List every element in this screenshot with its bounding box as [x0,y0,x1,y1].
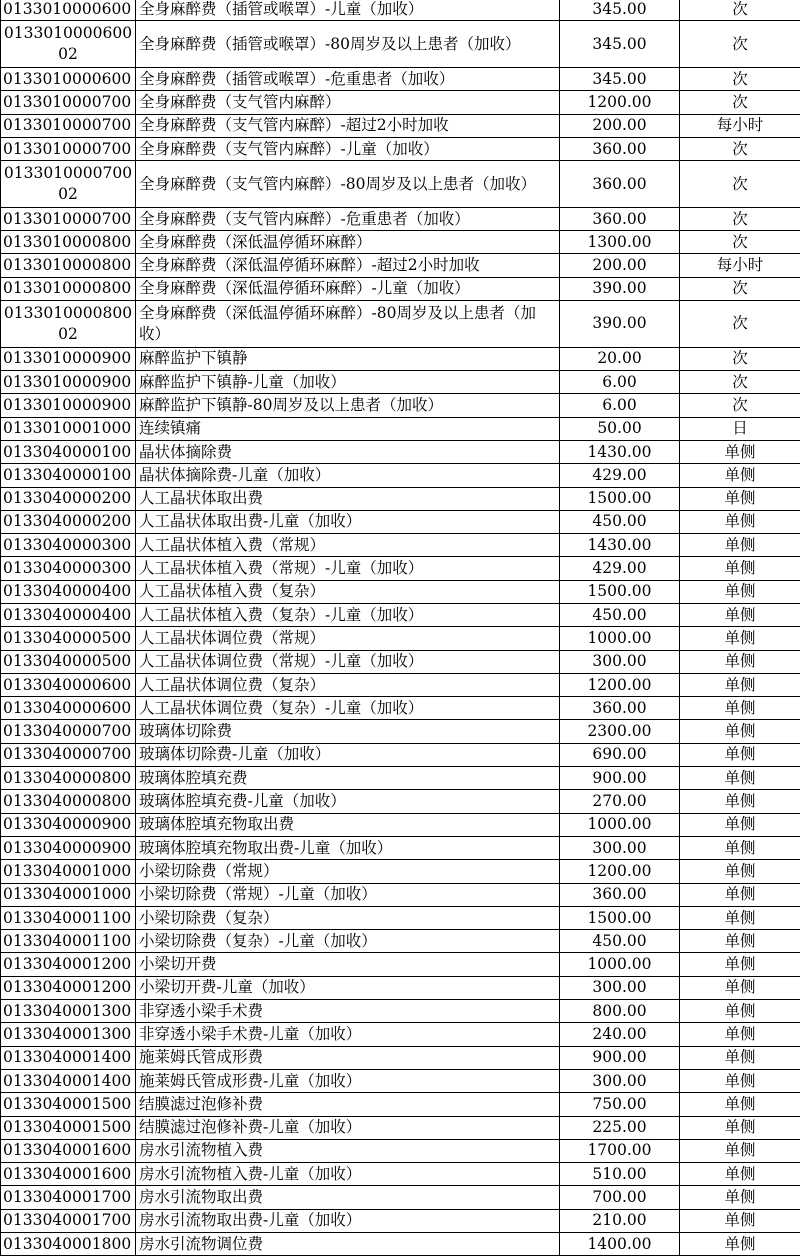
item-code-cell: 0133040000600 [1,697,136,720]
item-name-cell: 房水引流物取出费-儿童（加收） [136,1209,560,1232]
item-unit-cell: 单侧 [680,604,800,627]
item-price-cell: 345.00 [560,21,680,68]
table-row [1,627,800,650]
item-name-cell: 人工晶状体调位费（常规） [136,627,560,650]
table-row [1,161,800,208]
item-unit-cell: 单侧 [680,1233,800,1256]
item-price-cell: 1400.00 [560,1233,680,1256]
item-code-cell: 0133040000500 [1,627,136,650]
table-row [1,394,800,417]
item-price-cell: 6.00 [560,394,680,417]
item-name-cell: 全身麻醉费（支气管内麻醉）-危重患者（加收） [136,207,560,230]
table-row [1,1209,800,1232]
item-price-cell: 450.00 [560,510,680,533]
item-code-cell: 0133040000800 [1,767,136,790]
item-unit-cell: 次 [680,347,800,370]
table-row [1,1069,800,1092]
table-row [1,21,800,68]
table-row [1,277,800,300]
item-price-cell: 690.00 [560,743,680,766]
item-code-cell: 0133040001500 [1,1093,136,1116]
item-price-cell: 390.00 [560,301,680,348]
item-code-cell: 0133040000800 [1,790,136,813]
item-price-cell: 750.00 [560,1093,680,1116]
item-unit-cell: 单侧 [680,1069,800,1092]
item-code-cell: 0133010001000 [1,417,136,440]
table-row [1,580,800,603]
item-unit-cell: 单侧 [680,953,800,976]
item-code-cell: 013301000070002 [1,161,136,208]
item-unit-cell: 次 [680,394,800,417]
item-unit-cell: 单侧 [680,720,800,743]
item-unit-cell: 单侧 [680,1116,800,1139]
item-price-cell: 300.00 [560,976,680,999]
item-price-cell: 510.00 [560,1163,680,1186]
item-unit-cell: 单侧 [680,930,800,953]
table-row [1,743,800,766]
item-unit-cell: 次 [680,371,800,394]
table-row [1,604,800,627]
item-price-cell: 300.00 [560,650,680,673]
table-row [1,464,800,487]
item-code-cell: 0133010000700 [1,137,136,160]
table-row [1,1233,800,1256]
table-row [1,860,800,883]
item-unit-cell: 单侧 [680,464,800,487]
item-price-cell: 390.00 [560,277,680,300]
item-name-cell: 小梁切除费（复杂）-儿童（加收） [136,930,560,953]
item-name-cell: 全身麻醉费（支气管内麻醉）-儿童（加收） [136,137,560,160]
item-name-cell: 人工晶状体植入费（常规）-儿童（加收） [136,557,560,580]
item-code-cell: 0133010000700 [1,91,136,114]
item-price-cell: 360.00 [560,207,680,230]
item-name-cell: 晶状体摘除费 [136,440,560,463]
item-name-cell: 小梁切除费（常规）-儿童（加收） [136,883,560,906]
table-row [1,1139,800,1162]
item-unit-cell: 次 [680,21,800,68]
item-name-cell: 玻璃体腔填充物取出费 [136,813,560,836]
item-name-cell: 全身麻醉费（深低温停循环麻醉）-儿童（加收） [136,277,560,300]
table-row [1,254,800,277]
item-code-cell: 0133040000900 [1,836,136,859]
item-code-cell: 0133040001800 [1,1233,136,1256]
item-name-cell: 连续镇痛 [136,417,560,440]
item-price-cell: 1500.00 [560,487,680,510]
item-name-cell: 人工晶状体植入费（复杂） [136,580,560,603]
item-code-cell: 013301000080002 [1,301,136,348]
table-row [1,67,800,90]
item-unit-cell: 单侧 [680,697,800,720]
table-row [1,953,800,976]
item-code-cell: 0133040000700 [1,720,136,743]
item-name-cell: 玻璃体腔填充费 [136,767,560,790]
item-code-cell: 0133010000700 [1,114,136,137]
item-name-cell: 玻璃体切除费 [136,720,560,743]
item-price-cell: 50.00 [560,417,680,440]
item-unit-cell: 单侧 [680,836,800,859]
item-code-cell: 0133040001400 [1,1046,136,1069]
item-code-cell: 0133040000600 [1,673,136,696]
item-unit-cell: 次 [680,301,800,348]
table-row [1,720,800,743]
item-price-cell: 450.00 [560,930,680,953]
item-unit-cell: 单侧 [680,860,800,883]
table-row [1,0,800,21]
item-price-cell: 225.00 [560,1116,680,1139]
item-name-cell: 房水引流物植入费 [136,1139,560,1162]
item-name-cell: 全身麻醉费（支气管内麻醉） [136,91,560,114]
item-code-cell: 013301000060002 [1,21,136,68]
item-unit-cell: 单侧 [680,1023,800,1046]
item-price-cell: 300.00 [560,836,680,859]
item-unit-cell: 单侧 [680,1209,800,1232]
item-price-cell: 2300.00 [560,720,680,743]
item-price-cell: 1200.00 [560,860,680,883]
item-unit-cell: 次 [680,91,800,114]
item-price-cell: 360.00 [560,161,680,208]
item-unit-cell: 单侧 [680,767,800,790]
item-name-cell: 麻醉监护下镇静-80周岁及以上患者（加收） [136,394,560,417]
item-unit-cell: 单侧 [680,487,800,510]
table-row [1,1116,800,1139]
table-row [1,534,800,557]
item-unit-cell: 日 [680,417,800,440]
item-price-cell: 1500.00 [560,580,680,603]
item-price-cell: 1000.00 [560,813,680,836]
item-name-cell: 人工晶状体调位费（复杂）-儿童（加收） [136,697,560,720]
table-row [1,883,800,906]
table-row [1,91,800,114]
item-price-cell: 1430.00 [560,440,680,463]
item-price-cell: 1000.00 [560,627,680,650]
item-name-cell: 全身麻醉费（深低温停循环麻醉）-80周岁及以上患者（加收） [136,301,560,348]
item-code-cell: 0133040000700 [1,743,136,766]
item-name-cell: 全身麻醉费（深低温停循环麻醉） [136,231,560,254]
item-unit-cell: 单侧 [680,883,800,906]
item-name-cell: 全身麻醉费（支气管内麻醉）-超过2小时加收 [136,114,560,137]
table-row [1,673,800,696]
item-code-cell: 0133040001100 [1,930,136,953]
table-row [1,930,800,953]
table-row [1,1046,800,1069]
item-unit-cell: 单侧 [680,1000,800,1023]
item-price-cell: 800.00 [560,1000,680,1023]
table-row [1,1163,800,1186]
item-price-cell: 1430.00 [560,534,680,557]
item-price-cell: 360.00 [560,137,680,160]
item-price-cell: 345.00 [560,0,680,21]
item-unit-cell: 次 [680,161,800,208]
table-row [1,231,800,254]
item-code-cell: 0133040001200 [1,953,136,976]
item-code-cell: 0133040001700 [1,1209,136,1232]
item-name-cell: 房水引流物调位费 [136,1233,560,1256]
item-name-cell: 晶状体摘除费-儿童（加收） [136,464,560,487]
item-code-cell: 0133040001400 [1,1069,136,1092]
item-name-cell: 人工晶状体调位费（复杂） [136,673,560,696]
item-name-cell: 小梁切开费 [136,953,560,976]
item-unit-cell: 次 [680,67,800,90]
item-price-cell: 900.00 [560,767,680,790]
item-price-cell: 210.00 [560,1209,680,1232]
item-code-cell: 0133040001000 [1,883,136,906]
item-code-cell: 0133010000600 [1,0,136,21]
table-row [1,1186,800,1209]
table-row [1,487,800,510]
item-unit-cell: 单侧 [680,1093,800,1116]
item-name-cell: 麻醉监护下镇静-儿童（加收） [136,371,560,394]
table-row [1,650,800,673]
table-row [1,207,800,230]
item-name-cell: 全身麻醉费（支气管内麻醉）-80周岁及以上患者（加收） [136,161,560,208]
table-row [1,767,800,790]
item-unit-cell: 单侧 [680,976,800,999]
item-unit-cell: 单侧 [680,906,800,929]
item-code-cell: 0133040001600 [1,1139,136,1162]
item-price-cell: 20.00 [560,347,680,370]
item-unit-cell: 单侧 [680,534,800,557]
item-price-cell: 429.00 [560,464,680,487]
item-price-cell: 1200.00 [560,673,680,696]
item-unit-cell: 单侧 [680,440,800,463]
table-row [1,347,800,370]
item-code-cell: 0133010000900 [1,394,136,417]
item-name-cell: 全身麻醉费（深低温停循环麻醉）-超过2小时加收 [136,254,560,277]
item-code-cell: 0133040001600 [1,1163,136,1186]
item-unit-cell: 单侧 [680,510,800,533]
item-name-cell: 麻醉监护下镇静 [136,347,560,370]
table-row [1,1093,800,1116]
item-price-cell: 300.00 [560,1069,680,1092]
item-name-cell: 人工晶状体植入费（复杂）-儿童（加收） [136,604,560,627]
item-code-cell: 0133040000400 [1,580,136,603]
table-row [1,976,800,999]
item-name-cell: 非穿透小梁手术费-儿童（加收） [136,1023,560,1046]
item-price-cell: 1700.00 [560,1139,680,1162]
item-price-cell: 270.00 [560,790,680,813]
item-name-cell: 全身麻醉费（插管或喉罩）-80周岁及以上患者（加收） [136,21,560,68]
item-price-cell: 200.00 [560,254,680,277]
table-row [1,836,800,859]
item-unit-cell: 单侧 [680,627,800,650]
item-code-cell: 0133040000100 [1,440,136,463]
item-code-cell: 0133010000800 [1,277,136,300]
item-unit-cell: 单侧 [680,1139,800,1162]
item-name-cell: 小梁切除费（复杂） [136,906,560,929]
item-price-cell: 360.00 [560,883,680,906]
item-code-cell: 0133040001100 [1,906,136,929]
item-unit-cell: 单侧 [680,743,800,766]
item-name-cell: 玻璃体切除费-儿童（加收） [136,743,560,766]
item-code-cell: 0133040000100 [1,464,136,487]
table-row [1,557,800,580]
item-code-cell: 0133040001300 [1,1000,136,1023]
table-row [1,510,800,533]
item-unit-cell: 次 [680,277,800,300]
table-row [1,137,800,160]
table-row [1,813,800,836]
table-row [1,371,800,394]
item-name-cell: 玻璃体腔填充物取出费-儿童（加收） [136,836,560,859]
item-unit-cell: 次 [680,231,800,254]
item-code-cell: 0133040001000 [1,860,136,883]
item-name-cell: 施莱姆氏管成形费 [136,1046,560,1069]
item-name-cell: 小梁切开费-儿童（加收） [136,976,560,999]
table-row [1,417,800,440]
item-name-cell: 房水引流物植入费-儿童（加收） [136,1163,560,1186]
item-price-cell: 450.00 [560,604,680,627]
item-code-cell: 0133040000300 [1,534,136,557]
table-row [1,906,800,929]
item-unit-cell: 单侧 [680,580,800,603]
item-code-cell: 0133040001500 [1,1116,136,1139]
item-name-cell: 人工晶状体取出费 [136,487,560,510]
item-price-cell: 6.00 [560,371,680,394]
item-unit-cell: 次 [680,207,800,230]
table-row [1,1000,800,1023]
item-price-cell: 200.00 [560,114,680,137]
item-price-cell: 1500.00 [560,906,680,929]
item-unit-cell: 每小时 [680,254,800,277]
item-name-cell: 人工晶状体植入费（常规） [136,534,560,557]
table-row [1,790,800,813]
table-row [1,114,800,137]
item-name-cell: 施莱姆氏管成形费-儿童（加收） [136,1069,560,1092]
item-unit-cell: 单侧 [680,557,800,580]
table-row [1,440,800,463]
item-code-cell: 0133040000200 [1,510,136,533]
item-price-cell: 240.00 [560,1023,680,1046]
item-price-cell: 700.00 [560,1186,680,1209]
item-price-cell: 429.00 [560,557,680,580]
item-code-cell: 0133040000500 [1,650,136,673]
item-code-cell: 0133010000800 [1,231,136,254]
table-row [1,1023,800,1046]
item-code-cell: 0133040001300 [1,1023,136,1046]
item-name-cell: 玻璃体腔填充费-儿童（加收） [136,790,560,813]
item-name-cell: 结膜滤过泡修补费 [136,1093,560,1116]
item-code-cell: 0133040000200 [1,487,136,510]
item-name-cell: 全身麻醉费（插管或喉罩）-儿童（加收） [136,0,560,21]
item-code-cell: 0133010000700 [1,207,136,230]
item-code-cell: 0133040000900 [1,813,136,836]
item-unit-cell: 单侧 [680,673,800,696]
item-code-cell: 0133040000400 [1,604,136,627]
item-price-cell: 900.00 [560,1046,680,1069]
table-row [1,697,800,720]
item-price-cell: 360.00 [560,697,680,720]
table-row [1,301,800,348]
item-name-cell: 非穿透小梁手术费 [136,1000,560,1023]
item-price-cell: 1000.00 [560,953,680,976]
item-code-cell: 0133010000900 [1,371,136,394]
item-name-cell: 人工晶状体调位费（常规）-儿童（加收） [136,650,560,673]
item-unit-cell: 单侧 [680,650,800,673]
fee-table-body [1,0,800,1256]
item-price-cell: 1200.00 [560,91,680,114]
item-name-cell: 人工晶状体取出费-儿童（加收） [136,510,560,533]
item-unit-cell: 次 [680,137,800,160]
item-code-cell: 0133040001700 [1,1186,136,1209]
item-unit-cell: 单侧 [680,813,800,836]
item-unit-cell: 每小时 [680,114,800,137]
item-code-cell: 0133010000900 [1,347,136,370]
item-name-cell: 全身麻醉费（插管或喉罩）-危重患者（加收） [136,67,560,90]
item-price-cell: 1300.00 [560,231,680,254]
item-unit-cell: 单侧 [680,1046,800,1069]
item-name-cell: 小梁切除费（常规） [136,860,560,883]
item-price-cell: 345.00 [560,67,680,90]
item-unit-cell: 次 [680,0,800,21]
item-name-cell: 房水引流物取出费 [136,1186,560,1209]
item-unit-cell: 单侧 [680,790,800,813]
item-code-cell: 0133040000300 [1,557,136,580]
item-code-cell: 0133010000800 [1,254,136,277]
item-code-cell: 0133010000600 [1,67,136,90]
item-code-cell: 0133040001200 [1,976,136,999]
item-unit-cell: 单侧 [680,1186,800,1209]
item-name-cell: 结膜滤过泡修补费-儿童（加收） [136,1116,560,1139]
item-unit-cell: 单侧 [680,1163,800,1186]
